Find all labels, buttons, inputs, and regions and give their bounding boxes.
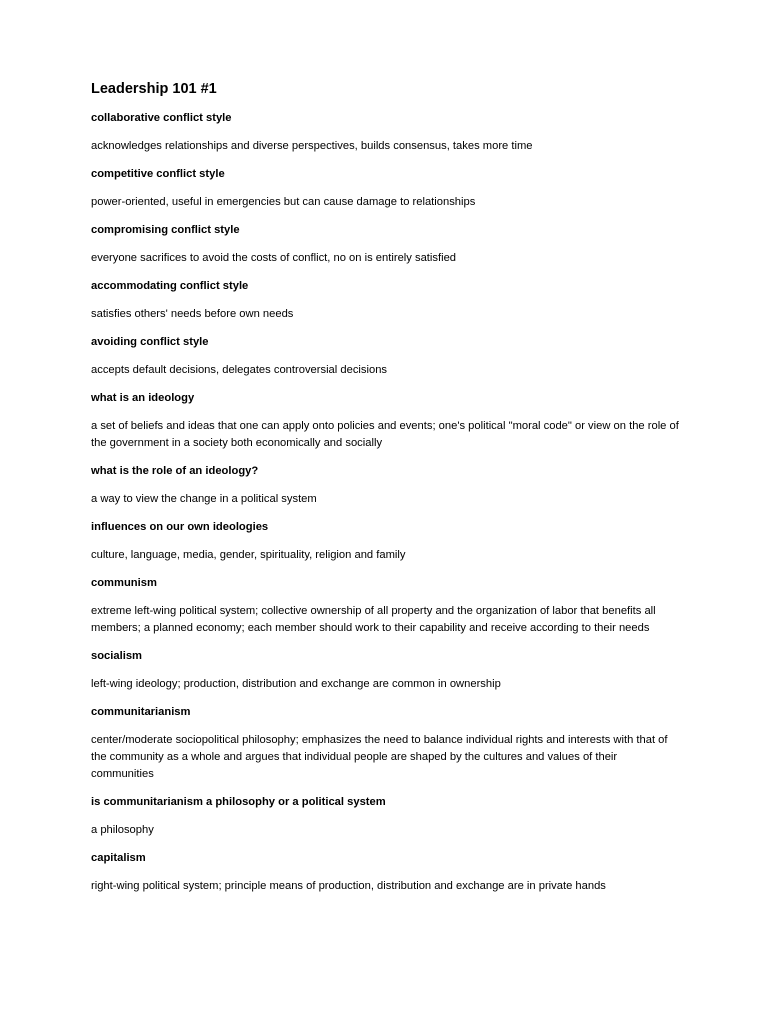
entry-definition: accepts default decisions, delegates controversial decisions — [91, 364, 388, 376]
entry-definition: a philosophy — [91, 824, 154, 836]
entry-definition: a set of beliefs and ideas that one can apply onto policies and events; one's political "moral code" or view on the role of the government in a society both economically and socially — [91, 420, 679, 449]
entry-term: is communitarianism a philosophy or a political system — [91, 796, 386, 808]
entry-definition: acknowledges relationships and diverse perspectives, builds consensus, takes more time — [91, 140, 533, 152]
entry-definition: culture, language, media, gender, spirituality, religion and family — [91, 549, 406, 561]
entry-term: communism — [91, 577, 157, 589]
entry-term: what is the role of an ideology? — [91, 465, 259, 477]
page-title: Leadership 101 #1 — [91, 81, 217, 97]
entry-term: socialism — [91, 650, 142, 662]
entry-term: competitive conflict style — [91, 168, 225, 180]
entry-definition: center/moderate sociopolitical philosophy; emphasizes the need to balance individual rights and interests with that of the community as a whole and argues that individual people are shaped by the cultures and values of their communities — [91, 734, 668, 780]
entry-term: influences on our own ideologies — [91, 521, 269, 533]
entry-list — [91, 110, 688, 895]
entry-definition: everyone sacrifices to avoid the costs of conflict, no on is entirely satisfied — [91, 252, 457, 264]
entry-term: accommodating conflict style — [91, 280, 249, 292]
entry-definition: extreme left-wing political system; collective ownership of all property and the organization of labor that benefits all members; a planned economy; each member should work to their capability and receive according to their needs — [91, 605, 656, 634]
entry-definition: power-oriented, useful in emergencies but can cause damage to relationships — [91, 196, 476, 208]
entry-definition: right-wing political system; principle means of production, distribution and exchange are in private hands — [91, 880, 606, 892]
entry-term: avoiding conflict style — [91, 336, 209, 348]
entry-definition: left-wing ideology; production, distribution and exchange are common in ownership — [91, 678, 501, 690]
entry-term: capitalism — [91, 852, 146, 864]
entry-term: communitarianism — [91, 706, 191, 718]
entry-term: what is an ideology — [91, 392, 195, 404]
entry-term: compromising conflict style — [91, 224, 240, 236]
entry-definition: a way to view the change in a political system — [91, 493, 317, 505]
entry-term: collaborative conflict style — [91, 112, 232, 124]
entry-definition: satisfies others' needs before own needs — [91, 308, 294, 320]
